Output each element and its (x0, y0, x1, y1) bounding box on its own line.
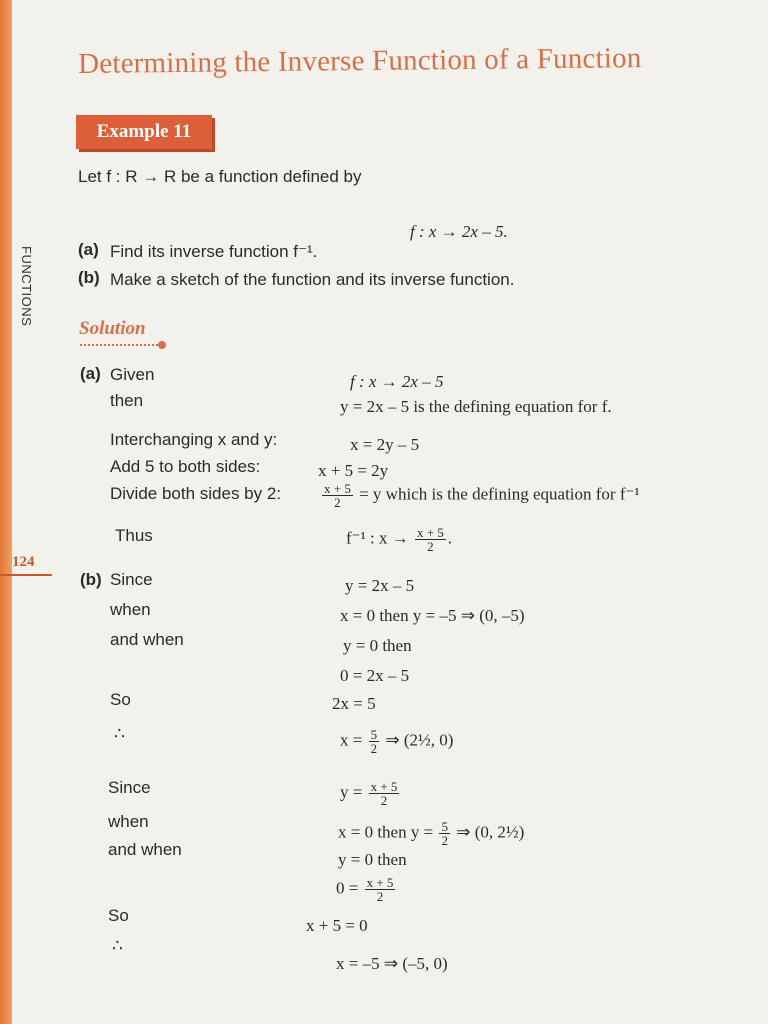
step-left: then (110, 391, 144, 410)
step-right-prefix: x = 0 then y = (338, 822, 434, 842)
step-left: Thus (115, 526, 153, 545)
step-right-fraction-line (320, 482, 640, 509)
page-number-rule (0, 574, 52, 576)
fraction-numerator: x + 5 (370, 779, 398, 794)
step-right: 0 = 2x – 5 (340, 666, 410, 685)
step-left: So (108, 906, 129, 925)
step-right-fraction-line (340, 780, 401, 807)
step-right: y = 0 then (343, 636, 412, 655)
step-right-rest: = y which is the defining equation for f⁻¹ (359, 484, 640, 504)
fraction-denominator: 2 (370, 741, 378, 756)
step-left: Given (110, 365, 155, 384)
problem-definition: f : x → 2x – 5. (410, 222, 508, 241)
step-left: So (110, 690, 131, 709)
step-right: x = –5 ⇒ (–5, 0) (336, 954, 448, 973)
fraction-denominator: 2 (380, 793, 388, 808)
part-b-label: (b) (78, 268, 100, 287)
part-a-label: (a) (78, 240, 99, 259)
step-left: and when (110, 630, 184, 649)
page-edge-band (0, 0, 12, 1024)
step-right-fraction-line (346, 526, 452, 553)
step-right-prefix: x = (340, 730, 363, 750)
step-right: y = 0 then (338, 850, 407, 869)
step-left: Divide both sides by 2: (110, 484, 282, 503)
chapter-side-label: FUNCTIONS (19, 246, 34, 327)
step-left: and when (108, 840, 182, 859)
therefore-icon: ∴ (114, 724, 125, 743)
step-right: y = 2x – 5 (345, 576, 415, 595)
therefore-icon: ∴ (112, 936, 123, 955)
step-right-rest: ⇒ (0, 2½) (456, 822, 525, 842)
fraction-numerator: 5 (441, 819, 448, 834)
step-right-prefix: y = (340, 782, 363, 802)
step-left: Add 5 to both sides: (110, 457, 261, 476)
solution-a-label: (a) (80, 364, 101, 383)
step-right: x + 5 = 2y (318, 461, 389, 480)
solution-bullet (158, 341, 166, 349)
step-right-fraction-line (340, 728, 453, 755)
solution-underline (80, 344, 162, 346)
step-right-fraction-line (336, 876, 397, 903)
fraction-numerator: x + 5 (324, 481, 351, 496)
fraction-denominator: 2 (334, 495, 341, 510)
step-right: f : x → 2x – 5 (350, 372, 444, 391)
fraction-denominator: 2 (376, 889, 384, 904)
step-right-prefix: 0 = (336, 878, 359, 898)
solution-b-label: (b) (80, 570, 102, 589)
step-right-rest: ⇒ (2½, 0) (385, 730, 454, 750)
step-right: 2x = 5 (332, 694, 376, 713)
part-b-question: Make a sketch of the function and its inverse function. (110, 270, 515, 289)
fraction-denominator: 2 (441, 833, 448, 848)
solution-heading: Solution (79, 318, 146, 339)
fraction-numerator: x + 5 (366, 875, 394, 890)
step-left: Since (110, 570, 153, 589)
step-right-suffix: . (447, 528, 453, 548)
step-right-fraction-line (338, 820, 524, 847)
step-right: x = 0 then y = –5 ⇒ (0, –5) (340, 606, 525, 625)
fraction-denominator: 2 (427, 539, 434, 554)
step-right: x = 2y – 5 (350, 435, 420, 454)
step-left: when (108, 812, 149, 831)
fraction-numerator: x + 5 (416, 525, 444, 540)
step-left: Interchanging x and y: (110, 430, 278, 449)
step-right: x + 5 = 0 (306, 916, 368, 935)
fraction-numerator: 5 (370, 727, 378, 742)
part-a-question: Find its inverse function f⁻¹. (110, 242, 318, 261)
step-left: when (110, 600, 151, 619)
example-badge: Example 11 (76, 115, 212, 149)
page-title: Determining the Inverse Function of a Function (78, 42, 642, 80)
step-right: y = 2x – 5 is the defining equation for f. (340, 397, 612, 416)
step-right-prefix: f⁻¹ : x → (346, 528, 409, 548)
step-left: Since (108, 778, 151, 797)
problem-intro: Let f : R → R be a function defined by (78, 167, 362, 186)
page-number: 124 (12, 554, 35, 570)
